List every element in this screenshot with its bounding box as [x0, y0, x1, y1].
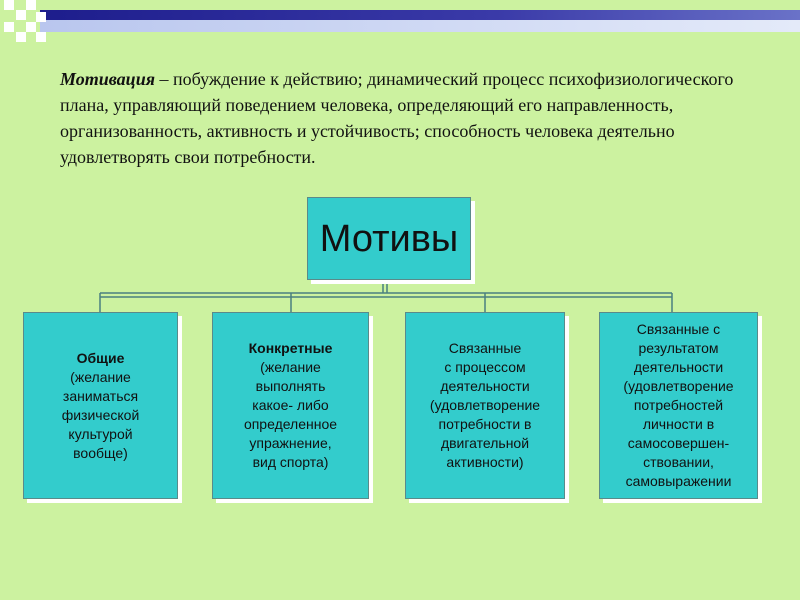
- node-line: (желание: [260, 359, 321, 375]
- node-heading: Конкретные: [248, 340, 333, 356]
- node-result-motives: [599, 312, 758, 499]
- node-heading: Общие: [76, 349, 125, 366]
- node-line: самовыражении: [625, 473, 732, 489]
- node-line: деятельности: [633, 359, 724, 375]
- node-line: (удовлетворение: [623, 378, 734, 394]
- node-line: культурой: [68, 425, 133, 442]
- node-line: потребностей: [633, 397, 724, 413]
- node-line: Связанные с: [636, 321, 721, 337]
- node-line: заниматься: [62, 387, 139, 404]
- node-line: физической: [61, 406, 140, 423]
- node-line: деятельности: [440, 378, 530, 394]
- node-line: Связанные: [448, 340, 522, 356]
- node-process-motives: [405, 312, 565, 499]
- definition-term: Мотивация: [60, 69, 155, 89]
- node-line: потребности в: [438, 416, 532, 432]
- node-line: двигательной: [440, 435, 530, 451]
- node-line: выполнять: [255, 378, 326, 394]
- node-line: активности): [446, 454, 524, 470]
- node-line: с процессом: [444, 359, 526, 375]
- node-line: самосовершен-: [627, 435, 730, 451]
- node-line: личности в: [642, 416, 715, 432]
- node-line: определенное: [243, 416, 338, 432]
- node-line: упражнение,: [249, 435, 332, 451]
- node-line: вообще): [73, 444, 128, 461]
- node-line: (удовлетворение: [429, 397, 541, 413]
- node-line: (желание: [70, 368, 131, 385]
- node-line: вид спорта): [252, 454, 329, 470]
- root-node-motives: Мотивы: [307, 197, 471, 280]
- node-line: какое- либо: [252, 397, 329, 413]
- node-line: ствовании,: [643, 454, 714, 470]
- node-general-motives: [23, 312, 178, 499]
- definition-text: – побуждение к действию; динамический процесс психофизиологического плана, управляющий поведением человека, определяющий его направленность, организованность, активность и устойчивость; способность человека деятельно удовлетворять свои потребности.: [60, 69, 734, 167]
- node-line: результатом: [638, 340, 719, 356]
- node-specific-motives: [212, 312, 369, 499]
